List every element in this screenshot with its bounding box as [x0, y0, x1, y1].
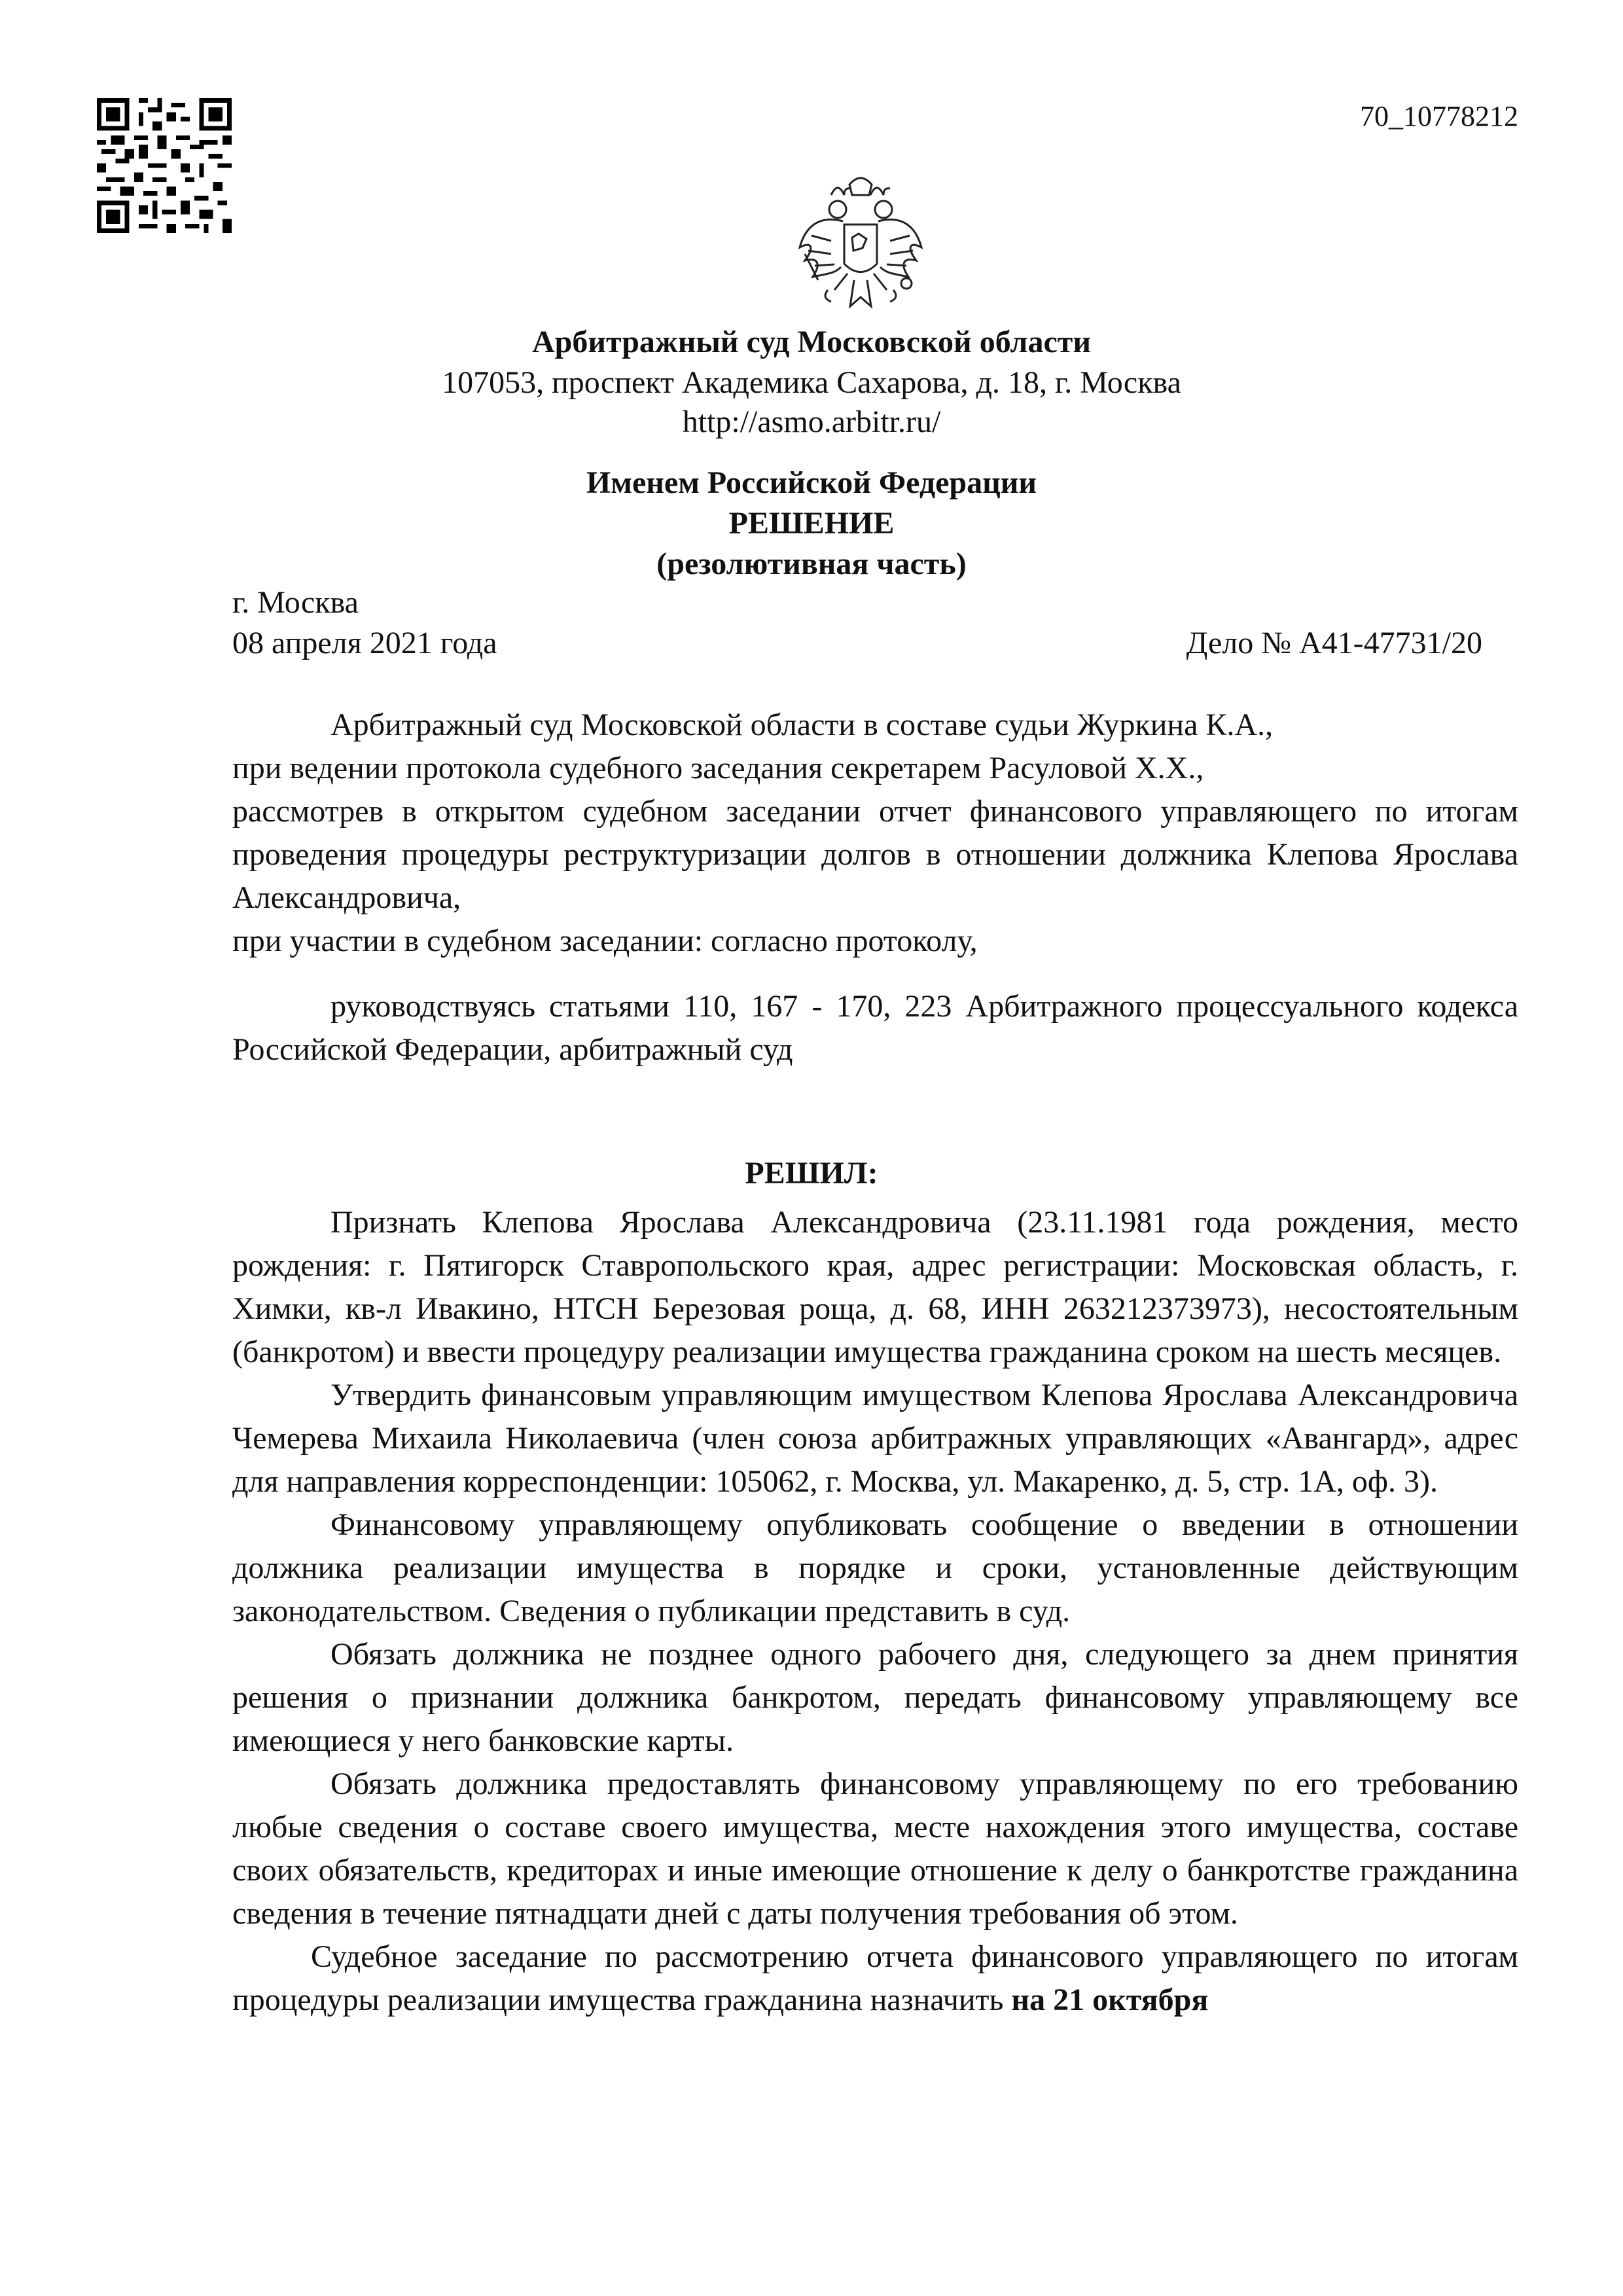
document-part: (резолютивная часть)	[656, 547, 967, 581]
qr-code-icon	[97, 98, 232, 233]
case-number: Дело № А41-47731/20	[1186, 626, 1482, 660]
hearing-text: Судебное заседание по рассмотрению отчета финансового управляющего по итогам процедуры реализации имущества гражданина назначить	[232, 1939, 1518, 2017]
document-type: РЕШЕНИЕ	[728, 506, 895, 541]
operative-paragraph-bankrupt: Признать Клепова Ярослава Александровича (23.11.1981 года рождения, место рождения: г. Пятигорск Ставропольского края, адрес регистрации: Московская область, г. Химки, кв-л Ивакино, НТСН Березовая роща, д. 68, ИНН 263212373973), несостоятельным (банкротом) и ввести процедуру реализации имущества гражданина сроком на шесть месяцев.	[232, 1205, 1518, 1369]
court-url[interactable]: http://asmo.arbitr.ru/	[682, 404, 941, 439]
city: г. Москва	[232, 585, 359, 620]
basis-text: руководствуясь статьями 110, 167 - 170, 223 Арбитражного процессуального кодекса Российской Федерации, арбитражный суд	[232, 989, 1518, 1067]
coat-of-arms-icon	[792, 175, 929, 326]
basis-section	[232, 985, 1518, 1071]
intro-section	[232, 704, 1518, 963]
operative-paragraph-manager: Утвердить финансовым управляющим имуществом Клепова Ярослава Александровича Чемерева Михаила Николаевича (член союза арбитражных управляющих «Авангард», адрес для направления корреспонденции: 105062, г. Москва, ул. Макаренко, д. 5, стр. 1А, оф. 3).	[232, 1378, 1518, 1499]
operative-paragraph-publication: Финансовому управляющему опубликовать сообщение о введении в отношении должника реализации имущества в порядке и сроки, установленные действующим законодательством. Сведения о публикации представить в суд.	[232, 1507, 1518, 1628]
intro-line-participants: при участии в судебном заседании: согласно протоколу,	[232, 924, 978, 958]
hearing-date: на 21 октября	[1011, 1982, 1209, 2017]
operative-paragraph-hearing	[232, 1935, 1518, 2022]
document-id: 70_10778212	[1360, 100, 1518, 132]
operative-paragraph-bank-cards: Обязать должника не позднее одного рабочего дня, следующего за днем принятия решения о признании должника банкротом, передать финансовому управляющему все имеющиеся у него банковские карты.	[232, 1637, 1518, 1758]
intro-line-judge: Арбитражный суд Московской области в составе судьи Журкина К.А.,	[330, 708, 1274, 742]
intro-line-secretary: при ведении протокола судебного заседания секретарем Расуловой Х.Х.,	[232, 751, 1204, 785]
intro-line-subject: рассмотрев в открытом судебном заседании отчет финансового управляющего по итогам проведения процедуры реструктуризации долгов в отношении должника Клепова Ярослава Александровича,	[232, 794, 1518, 915]
court-name: Арбитражный суд Московской области	[532, 325, 1091, 359]
operative-section	[232, 1201, 1518, 2022]
decided-heading: РЕШИЛ:	[745, 1156, 878, 1191]
decision-date: 08 апреля 2021 года	[232, 626, 497, 660]
operative-paragraph-information: Обязать должника предоставлять финансовому управляющему по его требованию любые сведения о составе своего имущества, месте нахождения этого имущества, составе своих обязательств, кредиторах и иные имеющие отношение к делу о банкротстве гражданина сведения в течение пятнадцати дней с даты получения требования об этом.	[232, 1767, 1518, 1931]
court-address: 107053, проспект Академика Сахарова, д. 18, г. Москва	[442, 365, 1181, 400]
in-name-heading: Именем Российской Федерации	[586, 465, 1037, 500]
